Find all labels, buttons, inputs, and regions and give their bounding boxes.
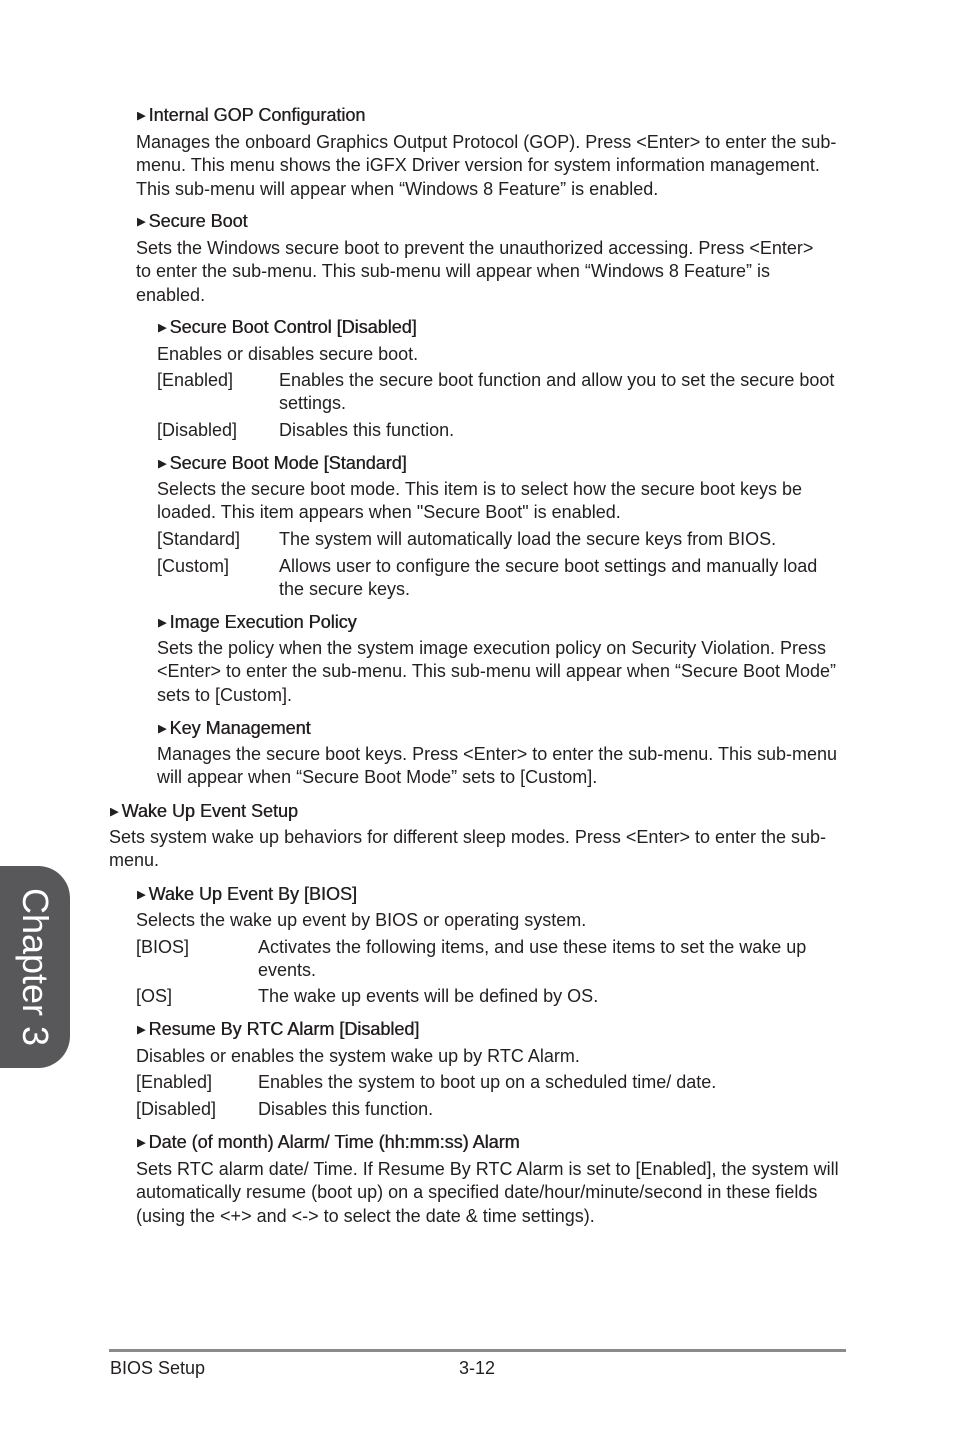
page-number: 3-12 — [459, 1358, 496, 1378]
section-body: Sets system wake up behaviors for different sleep modes. Press <Enter> to enter the sub-menu. — [109, 827, 827, 871]
section-heading: ▶ Image Execution Policy — [158, 612, 357, 632]
section-heading: ▶ Secure Boot Mode [Standard] — [158, 453, 407, 473]
footer-title: BIOS Setup — [110, 1358, 206, 1378]
triangle-bullet-icon: ▶ — [137, 1024, 146, 1036]
section-body: Sets RTC alarm date/ Time. If Resume By RTC Alarm is set to [Enabled], the system will automatically resume (boot up) on a specified date/hour/minute/second in these fields (using the <+> and <-> to select the date & time settings). — [136, 1159, 839, 1226]
section-heading: ▶ Internal GOP Configuration — [137, 105, 366, 125]
triangle-bullet-icon: ▶ — [158, 617, 167, 629]
section-body: Selects the wake up event by BIOS or operating system. — [136, 910, 587, 930]
section-body: Disables or enables the system wake up by RTC Alarm. — [136, 1046, 580, 1066]
option-description: Disables this function. — [258, 1099, 434, 1119]
section-heading: ▶ Key Management — [158, 718, 311, 738]
section-body: Manages the onboard Graphics Output Protocol (GOP). Press <Enter> to enter the sub-menu. This menu shows the iGFX Driver version for system information management. This sub-menu will appear when “Windows 8 Feature” is enabled. — [136, 132, 837, 199]
option-key: [Enabled] — [157, 370, 234, 390]
section-heading: ▶ Secure Boot Control [Disabled] — [158, 317, 417, 337]
option-description: Enables the system to boot up on a scheduled time/ date. — [258, 1072, 717, 1092]
option-key: [Standard] — [157, 529, 241, 549]
section-heading: ▶ Wake Up Event Setup — [110, 801, 298, 821]
section-body: Sets the Windows secure boot to prevent the unauthorized accessing. Press <Enter> to enter the sub-menu. This sub-menu will appear when “Windows 8 Feature” is enabled. — [136, 238, 814, 305]
option-key: [Disabled] — [157, 420, 238, 440]
option-description: The wake up events will be defined by OS. — [258, 986, 599, 1006]
section-body: Sets the policy when the system image execution policy on Security Violation. Press <Enter> to enter the sub-menu. This sub-menu will appear when “Secure Boot Mode” sets to [Custom]. — [157, 638, 837, 705]
section-body: Enables or disables secure boot. — [157, 344, 419, 364]
option-description: The system will automatically load the secure keys from BIOS. — [279, 529, 777, 549]
section-heading: ▶ Resume By RTC Alarm [Disabled] — [137, 1019, 420, 1039]
triangle-bullet-icon: ▶ — [137, 110, 146, 122]
option-description: Enables the secure boot function and allow you to set the secure boot settings. — [279, 370, 835, 414]
triangle-bullet-icon: ▶ — [137, 216, 146, 228]
chapter-tab-label: Chapter 3 — [15, 887, 56, 1047]
option-key: [OS] — [136, 986, 173, 1006]
triangle-bullet-icon: ▶ — [158, 322, 167, 334]
triangle-bullet-icon: ▶ — [137, 889, 146, 901]
footer-divider — [109, 1349, 846, 1352]
triangle-bullet-icon: ▶ — [110, 806, 119, 818]
option-description: Disables this function. — [279, 420, 455, 440]
section-heading: ▶ Date (of month) Alarm/ Time (hh:mm:ss) Alarm — [137, 1132, 520, 1152]
option-key: [Enabled] — [136, 1072, 213, 1092]
option-key: [Custom] — [157, 556, 230, 576]
triangle-bullet-icon: ▶ — [137, 1137, 146, 1149]
section-heading: ▶ Secure Boot — [137, 211, 248, 231]
option-key: [BIOS] — [136, 937, 190, 957]
option-description: Activates the following items, and use these items to set the wake up events. — [258, 937, 807, 981]
triangle-bullet-icon: ▶ — [158, 458, 167, 470]
option-description: Allows user to configure the secure boot settings and manually load the secure keys. — [279, 556, 818, 600]
option-key: [Disabled] — [136, 1099, 217, 1119]
section-body: Selects the secure boot mode. This item is to select how the secure boot keys be loaded. This item appears when "Secure Boot" is enabled. — [157, 479, 803, 523]
section-body: Manages the secure boot keys. Press <Enter> to enter the sub-menu. This sub-menu will appear when “Secure Boot Mode” sets to [Custom]. — [157, 744, 838, 788]
triangle-bullet-icon: ▶ — [158, 723, 167, 735]
section-heading: ▶ Wake Up Event By [BIOS] — [137, 884, 357, 904]
